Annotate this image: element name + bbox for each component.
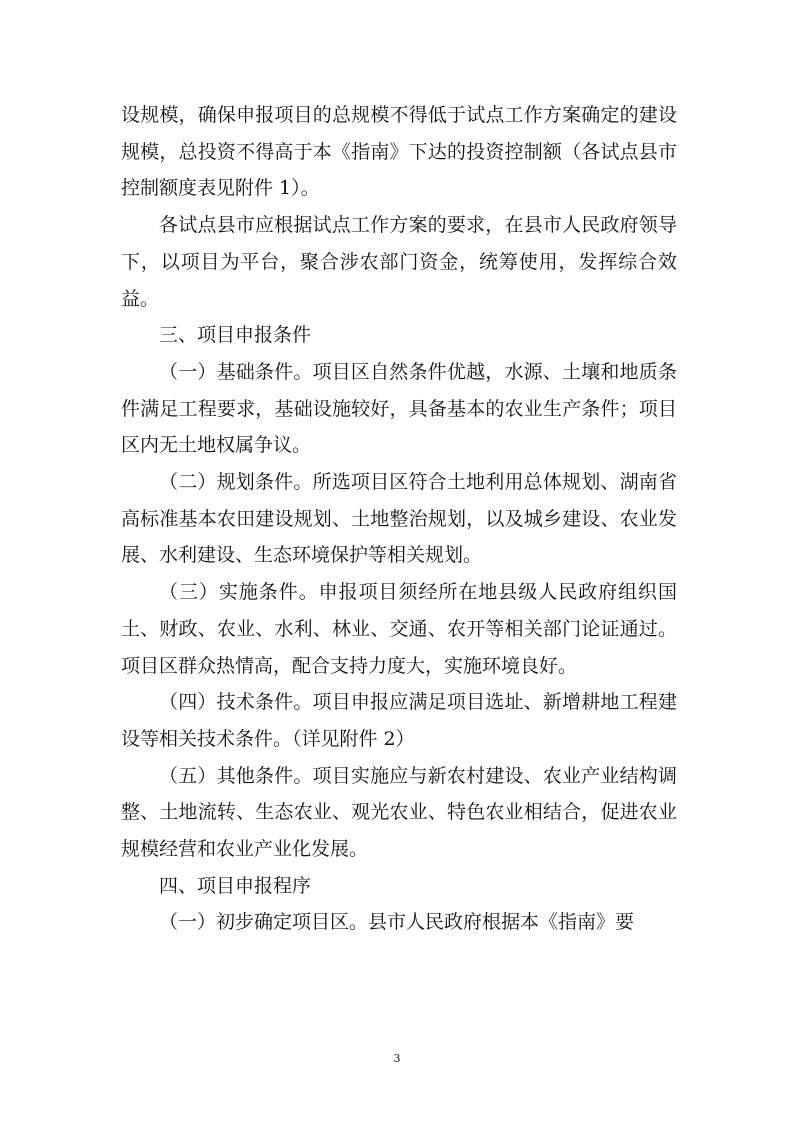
- paragraph-basic-conditions: （一）基础条件。项目区自然条件优越，水源、土壤和地质条件满足工程要求，基础设施较好，具备基本的农业生产条件；项目区内无土地权属争议。: [121, 360, 677, 457]
- paragraph-county-requirements: 各试点县市应根据试点工作方案的要求，在县市人民政府领导下，以项目为平台，聚合涉农部门资金，统筹使用，发挥综合效益。: [121, 214, 677, 310]
- paragraph-other-conditions: （五）其他条件。项目实施应与新农村建设、农业产业结构调整、土地流转、生态农业、观光农业、特色农业相结合，促进农业规模经营和农业产业化发展。: [121, 764, 677, 861]
- document-body: [121, 97, 677, 941]
- section-heading-application-conditions: 三、项目申报条件: [159, 324, 312, 347]
- paragraph-planning-conditions: （二）规划条件。所选项目区符合土地利用总体规划、湖南省高标准基本农田建设规划、土地整治规划，以及城乡建设、农业发展、水利建设、生态环境保护等相关规划。: [121, 471, 677, 567]
- page-number: 3: [393, 1052, 401, 1065]
- paragraph-continuation: 设规模，确保申报项目的总规模不得低于试点工作方案确定的建设规模，总投资不得高于本《指南》下达的投资控制额（各试点县市控制额度表见附件 1）。: [121, 104, 677, 200]
- section-heading-application-procedure: 四、项目申报程序: [159, 874, 312, 897]
- paragraph-determine-project-area: （一）初步确定项目区。县市人民政府根据本《指南》要: [159, 911, 635, 934]
- paragraph-implementation-conditions: （三）实施条件。申报项目须经所在地县级人民政府组织国土、财政、农业、水利、林业、交通、农开等相关部门论证通过。项目区群众热情高，配合支持力度大，实施环境良好。: [121, 581, 677, 677]
- paragraph-technical-conditions: （四）技术条件。项目申报应满足项目选址、新增耕地工程建设等相关技术条件。（详见附件 2）: [121, 691, 677, 750]
